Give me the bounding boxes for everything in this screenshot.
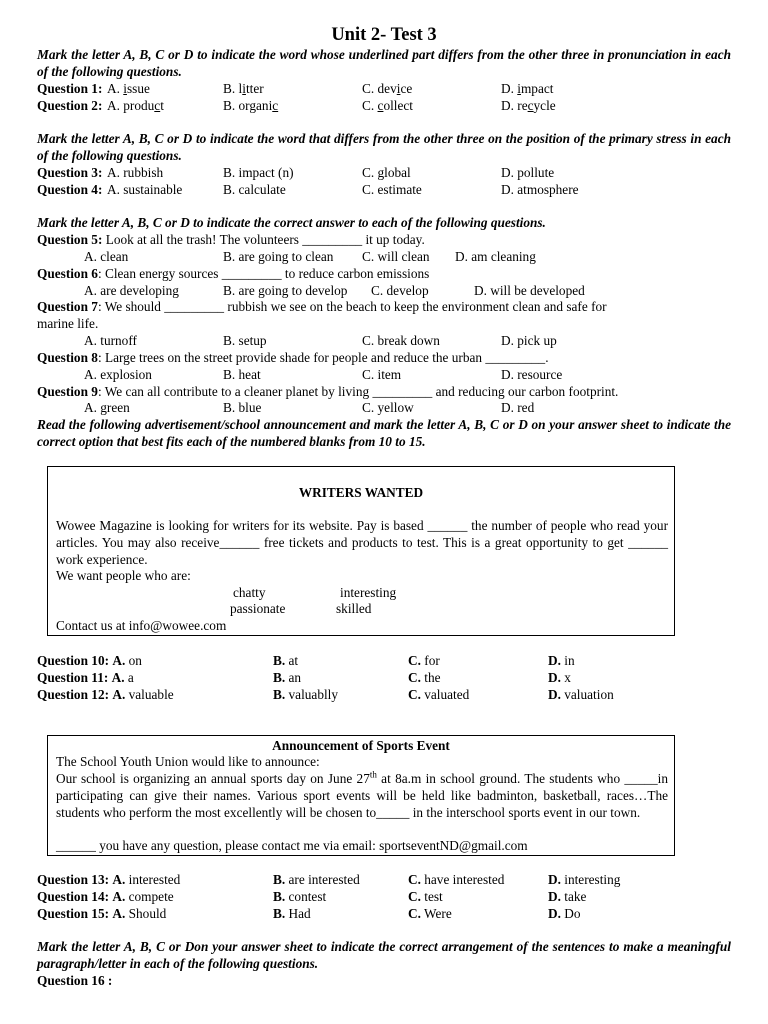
q3-option-a[interactable]: A. rubbish (107, 165, 164, 180)
q6-option-a[interactable]: A. are developing (84, 283, 179, 298)
question-7: Question 7: We should _________ rubbish we see on the beach to keep the environment clean and safe for (37, 299, 607, 314)
trait-skilled: skilled (336, 601, 372, 616)
question-7-continued: marine life. (37, 316, 99, 331)
trait-interesting: interesting (340, 585, 397, 600)
q11-option-d[interactable]: D. x (548, 670, 571, 685)
q1-option-a[interactable]: A. issue (107, 81, 150, 96)
q1-option-c[interactable]: C. device (362, 81, 413, 96)
q11-option-c[interactable]: C. the (408, 670, 441, 685)
q7-option-d[interactable]: D. pick up (501, 333, 557, 348)
q10-option-c[interactable]: C. for (408, 653, 440, 668)
q5-option-a[interactable]: A. clean (84, 249, 129, 264)
q6-option-c[interactable]: C. develop (371, 283, 429, 298)
q10-option-b[interactable]: B. at (273, 653, 299, 668)
question-13: Question 13: A. interested (37, 872, 181, 887)
q9-option-a[interactable]: A. green (84, 400, 130, 415)
question-4: Question 4: (37, 182, 103, 197)
q4-option-a[interactable]: A. sustainable (107, 182, 183, 197)
instruction-reading: Read the following advertisement/school announcement and mark the letter A, B, C or D on your answer sheet to indicate the correct option that best fits each of the numbered blanks from 10 to 15. (37, 417, 731, 449)
question-1: Question 1: (37, 81, 103, 96)
page-title: Unit 2- Test 3 (331, 25, 437, 45)
question-label: Question 1 (37, 81, 98, 96)
q7-option-a[interactable]: A. turnoff (84, 333, 137, 348)
instruction-grammar: Mark the letter A, B, C or D to indicate the correct answer to each of the following questions. (37, 215, 546, 230)
q12-option-c[interactable]: C. valuated (408, 687, 470, 702)
instruction-stress: Mark the letter A, B, C or D to indicate the word that differs from the other three on the position of the primary stress in each of the following questions. (37, 131, 731, 163)
q11-option-b[interactable]: B. an (273, 670, 302, 685)
instruction-arrangement: Mark the letter A, B, C or Don your answer sheet to indicate the correct arrangement of the sentences to make a meaningful paragraph/letter in each of the following questions. (37, 939, 731, 971)
question-8: Question 8: Large trees on the street provide shade for people and reduce the urban _________. (37, 350, 549, 365)
q4-option-c[interactable]: C. estimate (362, 182, 422, 197)
q14-option-c[interactable]: C. test (408, 889, 443, 904)
q4-option-d[interactable]: D. atmosphere (501, 182, 579, 197)
question-label: Question 2 (37, 98, 98, 113)
question-5: Question 5: Look at all the trash! The volunteers _________ it up today. (37, 232, 425, 247)
trait-passionate: passionate (230, 601, 286, 616)
question-3: Question 3: (37, 165, 103, 180)
q5-option-d[interactable]: D. am cleaning (455, 249, 536, 264)
announcement-box (47, 735, 675, 856)
announcement-paragraph: Our school is organizing an annual sports day on June 27th at 8a.m in school ground. The students who _____in participating can give their names. Various sport events will be held like badminton, basketball, races…The students who perform the most excellently will be chosen to_____ in the interschool sports event in our town. (56, 769, 668, 820)
q10-option-d[interactable]: D. in (548, 653, 575, 668)
announcement-intro: The School Youth Union would like to announce: (56, 754, 320, 769)
q5-option-c[interactable]: C. will clean (362, 249, 430, 264)
question-15: Question 15: A. Should (37, 906, 167, 921)
q2-option-d[interactable]: D. recycle (501, 98, 556, 113)
q3-option-d[interactable]: D. pollute (501, 165, 555, 180)
q8-option-a[interactable]: A. explosion (84, 367, 152, 382)
q5-option-b[interactable]: B. are going to clean (223, 249, 334, 264)
announcement-contact: ______ you have any question, please contact me via email: sportseventND@gmail.com (56, 838, 528, 853)
q13-option-c[interactable]: C. have interested (408, 872, 505, 887)
question-6: Question 6: Clean energy sources _________ to reduce carbon emissions (37, 266, 430, 281)
q12-option-d[interactable]: D. valuation (548, 687, 614, 702)
q6-option-d[interactable]: D. will be developed (474, 283, 585, 298)
advertisement-title: WRITERS WANTED (298, 485, 424, 500)
question-10: Question 10: A. on (37, 653, 142, 668)
question-9: Question 9: We can all contribute to a cleaner planet by living _________ and reducing our carbon footprint. (37, 384, 619, 399)
announcement-title: Announcement of Sports Event (272, 738, 450, 753)
instruction-pronunciation: Mark the letter A, B, C or D to indicate the word whose underlined part differs from the other three in pronunciation in each of the following questions. (37, 47, 731, 79)
trait-chatty: chatty (233, 585, 266, 600)
q7-option-c[interactable]: C. break down (362, 333, 440, 348)
q3-option-b[interactable]: B. impact (n) (223, 165, 294, 180)
q7-option-b[interactable]: B. setup (223, 333, 267, 348)
q1-option-d[interactable]: D. impact (501, 81, 554, 96)
q15-option-c[interactable]: C. Were (408, 906, 452, 921)
q14-option-d[interactable]: D. take (548, 889, 587, 904)
q3-option-c[interactable]: C. global (362, 165, 411, 180)
advertisement-contact: Contact us at info@wowee.com (56, 618, 227, 633)
q13-option-d[interactable]: D. interesting (548, 872, 621, 887)
q9-option-d[interactable]: D. red (501, 400, 535, 415)
q14-option-b[interactable]: B. contest (273, 889, 327, 904)
question-16: Question 16 : (37, 973, 113, 988)
q8-option-d[interactable]: D. resource (501, 367, 563, 382)
q9-option-c[interactable]: C. yellow (362, 400, 414, 415)
question-12: Question 12: A. valuable (37, 687, 174, 702)
q8-option-b[interactable]: B. heat (223, 367, 261, 382)
advertisement-want: We want people who are: (56, 568, 191, 583)
q2-option-c[interactable]: C. collect (362, 98, 413, 113)
q4-option-b[interactable]: B. calculate (223, 182, 286, 197)
question-11: Question 11: A. a (37, 670, 134, 685)
q8-option-c[interactable]: C. item (362, 367, 402, 382)
q1-option-b[interactable]: B. litter (223, 81, 264, 96)
question-2: Question 2: (37, 98, 103, 113)
question-14: Question 14: A. compete (37, 889, 174, 904)
q12-option-b[interactable]: B. valuablly (273, 687, 339, 702)
q2-option-b[interactable]: B. organic (223, 98, 279, 113)
q6-option-b[interactable]: B. are going to develop (223, 283, 348, 298)
advertisement-paragraph: Wowee Magazine is looking for writers for its website. Pay is based ______ the number of people who read your articles. You may also receive______ free tickets and products to test. This is a great opportunity to get ______ work experience. (56, 518, 668, 567)
advertisement-box (47, 466, 675, 636)
q9-option-b[interactable]: B. blue (223, 400, 262, 415)
q2-option-a[interactable]: A. product (107, 98, 164, 113)
q15-option-b[interactable]: B. Had (273, 906, 311, 921)
q15-option-d[interactable]: D. Do (548, 906, 581, 921)
q13-option-b[interactable]: B. are interested (273, 872, 360, 887)
